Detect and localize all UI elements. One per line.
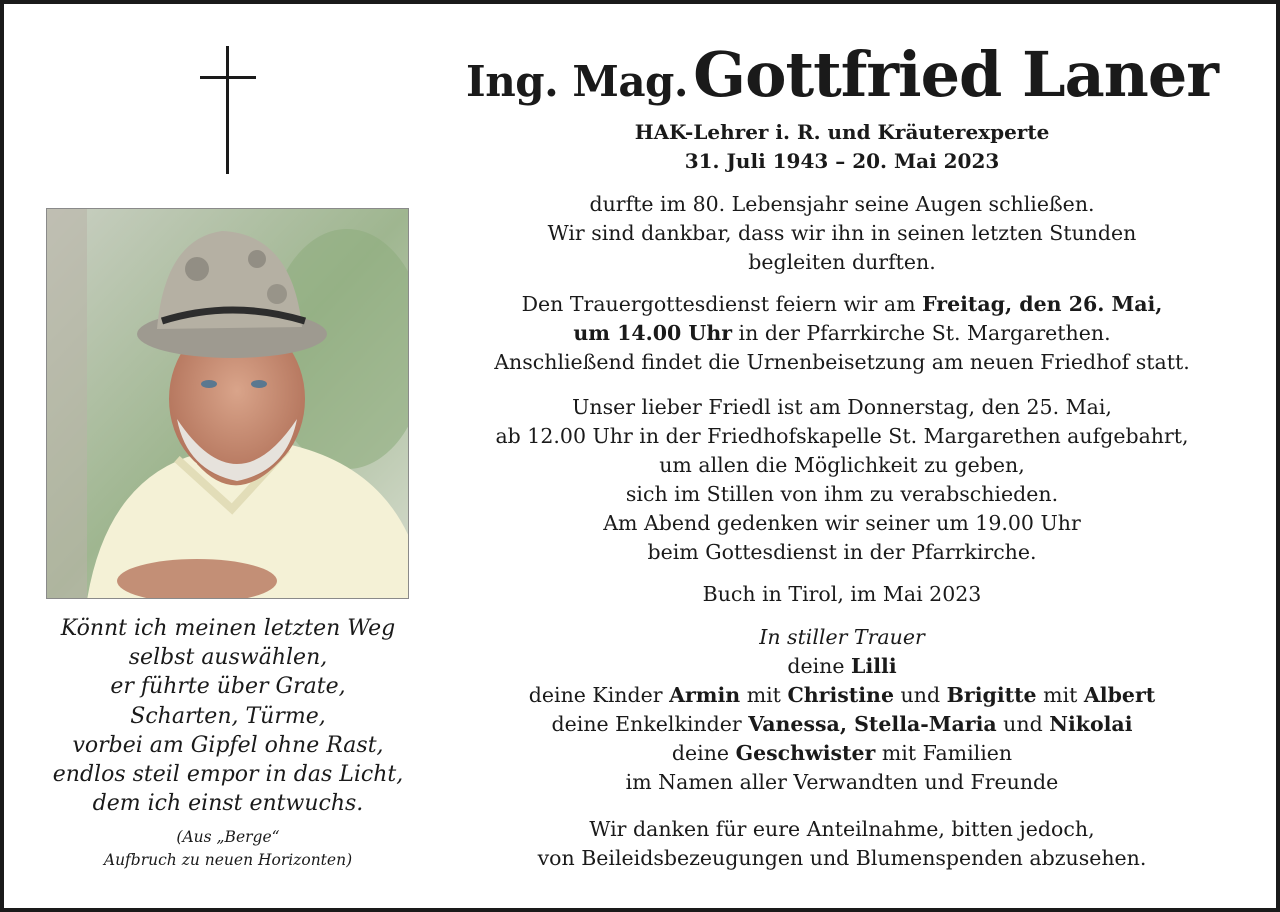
deceased-name-heading bbox=[440, 38, 1244, 111]
mourner-others: im Namen aller Verwandten und Freunde bbox=[625, 770, 1059, 794]
thanks-paragraph bbox=[440, 815, 1244, 873]
viewing-paragraph bbox=[440, 393, 1244, 567]
poem-line: endlos steil empor in das Licht, bbox=[52, 762, 404, 788]
thanks-line: von Beileidsbezeugungen und Blumenspenden abzusehen. bbox=[537, 846, 1147, 870]
life-dates: 31. Juli 1943 – 20. Mai 2023 bbox=[684, 149, 1000, 173]
poem-line: selbst auswählen, bbox=[128, 645, 328, 671]
mourners-list bbox=[440, 623, 1244, 797]
viewing-line: Unser lieber Friedl ist am Donnerstag, den 25. Mai, bbox=[572, 395, 1112, 419]
service-line bbox=[440, 290, 1244, 319]
poem-source bbox=[30, 826, 426, 872]
viewing-line: um allen die Möglichkeit zu geben, bbox=[659, 453, 1025, 477]
place-date: Buch in Tirol, im Mai 2023 bbox=[702, 582, 982, 606]
mourner-grandchildren: deine Enkelkinder Vanessa, Stella-Maria und Nikolai bbox=[551, 712, 1133, 736]
deceased-name: Gottfried Laner bbox=[693, 38, 1218, 111]
profession: HAK-Lehrer i. R. und Kräuterexperte bbox=[634, 120, 1050, 144]
mourner-siblings: deine Geschwister mit Familien bbox=[671, 741, 1013, 765]
service-date: Freitag, den 26. Mai, bbox=[922, 292, 1163, 316]
intro-line: begleiten durften. bbox=[748, 250, 936, 274]
mourners-heading: In stiller Trauer bbox=[759, 625, 925, 649]
portrait-photo bbox=[46, 208, 409, 599]
title-prefix: Ing. Mag. bbox=[466, 57, 689, 106]
mourner-wife: deine Lilli bbox=[787, 654, 897, 678]
subtitle bbox=[440, 118, 1244, 176]
intro-paragraph bbox=[440, 190, 1244, 277]
service-text: Den Trauergottesdienst feiern wir am bbox=[521, 292, 923, 316]
poem bbox=[30, 614, 426, 818]
viewing-line: Am Abend gedenken wir seiner um 19.00 Uhr bbox=[603, 511, 1081, 535]
poem-line: Scharten, Türme, bbox=[130, 703, 326, 729]
viewing-line: sich im Stillen von ihm zu verabschieden. bbox=[625, 482, 1059, 506]
cross-icon bbox=[200, 46, 256, 174]
service-paragraph bbox=[440, 290, 1244, 377]
mourner-children: deine Kinder Armin mit Christine und Brigitte mit Albert bbox=[528, 683, 1156, 707]
intro-line: Wir sind dankbar, dass wir ihn in seinen letzten Stunden bbox=[547, 221, 1137, 245]
poem-source-line1: (Aus „Berge“ bbox=[176, 828, 280, 846]
poem-line: er führte über Grate, bbox=[110, 674, 346, 700]
poem-line: Könnt ich meinen letzten Weg bbox=[60, 616, 396, 641]
service-time: um 14.00 Uhr bbox=[573, 321, 733, 345]
poem-line: dem ich einst entwuchs. bbox=[92, 791, 364, 817]
thanks-line: Wir danken für eure Anteilnahme, bitten jedoch, bbox=[589, 817, 1095, 841]
poem-line: vorbei am Gipfel ohne Rast, bbox=[72, 732, 384, 758]
viewing-line: beim Gottesdienst in der Pfarrkirche. bbox=[647, 540, 1037, 564]
intro-line: durfte im 80. Lebensjahr seine Augen schließen. bbox=[589, 192, 1095, 216]
viewing-line: ab 12.00 Uhr in der Friedhofskapelle St. Margarethen aufgebahrt, bbox=[495, 424, 1189, 448]
poem-source-line2: Aufbruch zu neuen Horizonten) bbox=[103, 851, 353, 869]
burial-line: Anschließend findet die Urnenbeisetzung am neuen Friedhof statt. bbox=[494, 350, 1190, 374]
service-location: in der Pfarrkirche St. Margarethen. bbox=[732, 321, 1111, 345]
service-line bbox=[440, 319, 1244, 348]
